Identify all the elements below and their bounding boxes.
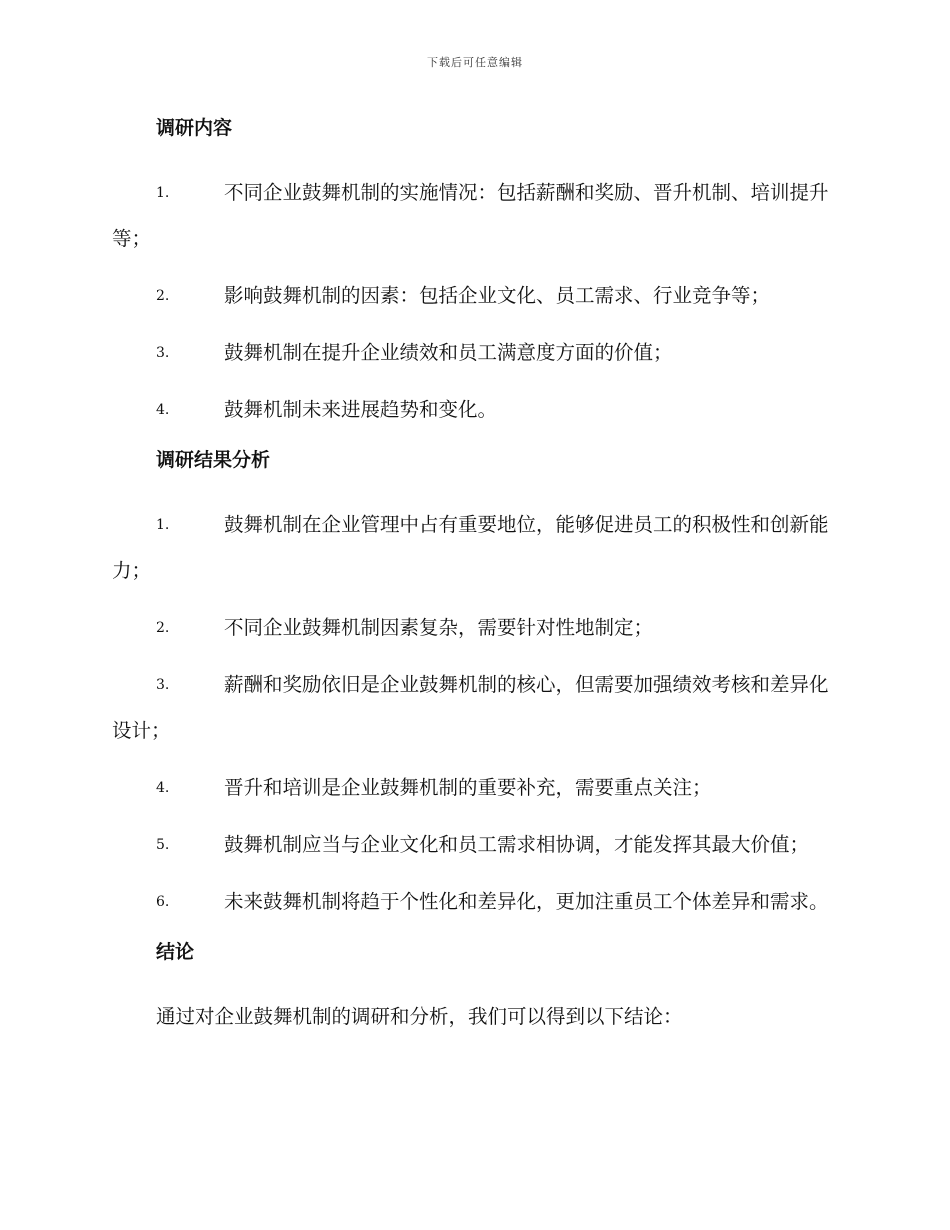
list-item	[112, 879, 834, 925]
list-item-text: 不同企业鼓舞机制的实施情况：包括薪酬和奖励、晋升机制、培训提升等；	[112, 181, 829, 250]
list-item	[112, 170, 834, 262]
list-item-text: 不同企业鼓舞机制因素复杂，需要针对性地制定；	[224, 616, 654, 639]
list-item	[112, 387, 834, 433]
list-number: 2.	[156, 288, 170, 304]
list-item-text: 鼓舞机制在企业管理中占有重要地位，能够促进员工的积极性和创新能力；	[112, 513, 829, 582]
list-number: 4.	[156, 402, 170, 418]
header-note: 下载后可任意编辑	[427, 56, 523, 69]
section-heading-result-analysis: 调研结果分析	[156, 449, 271, 471]
list-number: 3.	[156, 345, 170, 361]
list-number: 3.	[156, 677, 170, 693]
list-number: 1.	[156, 185, 170, 201]
list-item	[112, 502, 834, 594]
list-item	[112, 605, 834, 651]
list-item	[112, 822, 834, 868]
list-number: 6.	[156, 894, 170, 910]
list-item-text: 鼓舞机制在提升企业绩效和员工满意度方面的价值；	[224, 341, 673, 364]
list-item	[112, 273, 834, 319]
list-item-text: 鼓舞机制未来进展趋势和变化。	[224, 398, 498, 421]
section-heading-research-content: 调研内容	[156, 117, 233, 139]
list-item	[112, 330, 834, 376]
document-body	[112, 112, 834, 1040]
list-number: 5.	[156, 837, 170, 853]
list-number: 1.	[156, 517, 170, 533]
list-item	[112, 662, 834, 754]
list-number: 2.	[156, 620, 170, 636]
conclusion-paragraph: 通过对企业鼓舞机制的调研和分析，我们可以得到以下结论：	[156, 1005, 683, 1028]
list-item-text: 鼓舞机制应当与企业文化和员工需求相协调，才能发挥其最大价值；	[224, 833, 810, 856]
list-number: 4.	[156, 780, 170, 796]
list-item	[112, 765, 834, 811]
list-item-text: 未来鼓舞机制将趋于个性化和差异化，更加注重员工个体差异和需求。	[224, 890, 829, 913]
list-item-text: 影响鼓舞机制的因素：包括企业文化、员工需求、行业竞争等；	[224, 284, 771, 307]
research-content-list	[112, 170, 834, 433]
list-item-text: 晋升和培训是企业鼓舞机制的重要补充，需要重点关注；	[224, 776, 712, 799]
section-heading-conclusion: 结论	[156, 941, 195, 963]
result-analysis-list	[112, 502, 834, 925]
list-item-text: 薪酬和奖励依旧是企业鼓舞机制的核心，但需要加强绩效考核和差异化设计；	[112, 673, 829, 742]
